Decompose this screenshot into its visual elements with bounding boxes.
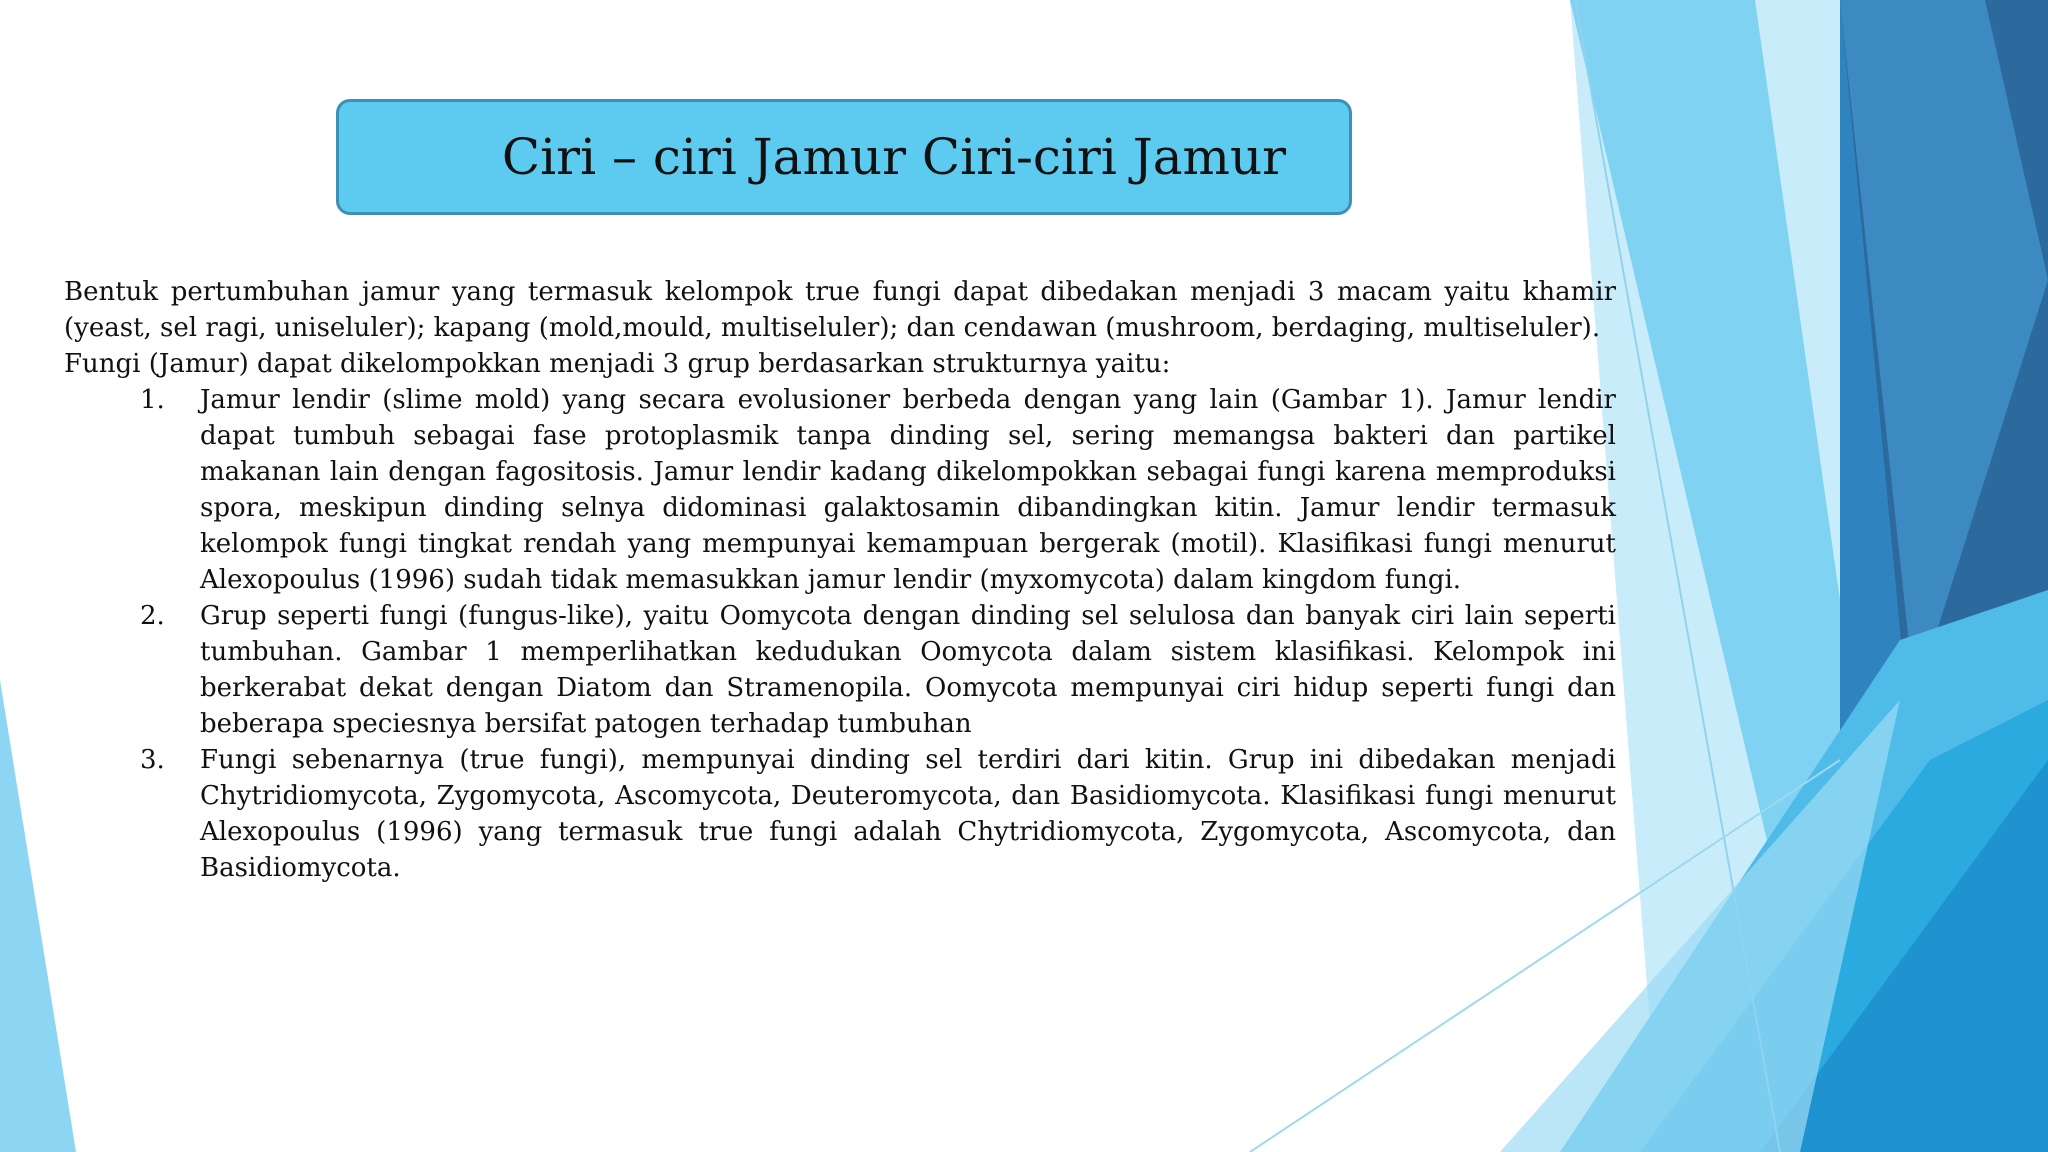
list-item-text: Jamur lendir (slime mold) yang secara evolusioner berbeda dengan yang lain (Gambar 1). Jamur lendir dapat tumbuh sebagai fase protoplasmik tanpa dinding sel, sering memangsa bakteri dan partikel makanan lain dengan fagositosis. Jamur lendir kadang dikelompokkan sebagai fungi karena memproduksi spora, meskipun dinding selnya didominasi galaktosamin dibandingkan kitin. Jamur lendir termasuk kelompok fungi tingkat rendah yang mempunyai kemampuan bergerak (motil). Klasifikasi fungi menurut Alexopoulus (1996) sudah tidak memasukkan jamur lendir (myxomycota) dalam kingdom fungi. bbox=[200, 385, 1616, 595]
list-item bbox=[64, 742, 1616, 886]
group-list bbox=[64, 382, 1616, 886]
list-number: 3. bbox=[140, 745, 165, 775]
slide-title-box bbox=[336, 99, 1352, 215]
slide-body bbox=[64, 274, 1616, 886]
intro-paragraph: Bentuk pertumbuhan jamur yang termasuk kelompok true fungi dapat dibedakan menjadi 3 macam yaitu khamir (yeast, sel ragi, uniseluler); kapang (mold,mould, multiseluler); dan cendawan (mushroom, berdaging, multiseluler). bbox=[64, 277, 1616, 343]
list-item-text: Fungi sebenarnya (true fungi), mempunyai dinding sel terdiri dari kitin. Grup ini dibedakan menjadi Chytridiomycota, Zygomycota, Ascomycota, Deuteromycota, dan Basidiomycota. Klasifikasi fungi menurut Alexopoulus (1996) yang termasuk true fungi adalah Chytridiomycota, Zygomycota, Ascomycota, dan Basidiomycota. bbox=[200, 745, 1616, 883]
slide-title: Ciri – ciri Jamur Ciri-ciri Jamur bbox=[501, 128, 1287, 186]
list-number: 2. bbox=[140, 601, 165, 631]
list-number: 1. bbox=[140, 385, 165, 415]
list-item bbox=[64, 382, 1616, 598]
list-item-text: Grup seperti fungi (fungus-like), yaitu Oomycota dengan dinding sel selulosa dan banyak ciri lain seperti tumbuhan. Gambar 1 memperlihatkan kedudukan Oomycota dalam sistem klasifikasi. Kelompok ini berkerabat dekat dengan Diatom dan Stramenopila. Oomycota mempunyai ciri hidup seperti fungi dan beberapa speciesnya bersifat patogen terhadap tumbuhan bbox=[200, 601, 1616, 739]
list-item bbox=[64, 598, 1616, 742]
lead-sentence: Fungi (Jamur) dapat dikelompokkan menjadi 3 grup berdasarkan strukturnya yaitu: bbox=[64, 349, 1171, 379]
